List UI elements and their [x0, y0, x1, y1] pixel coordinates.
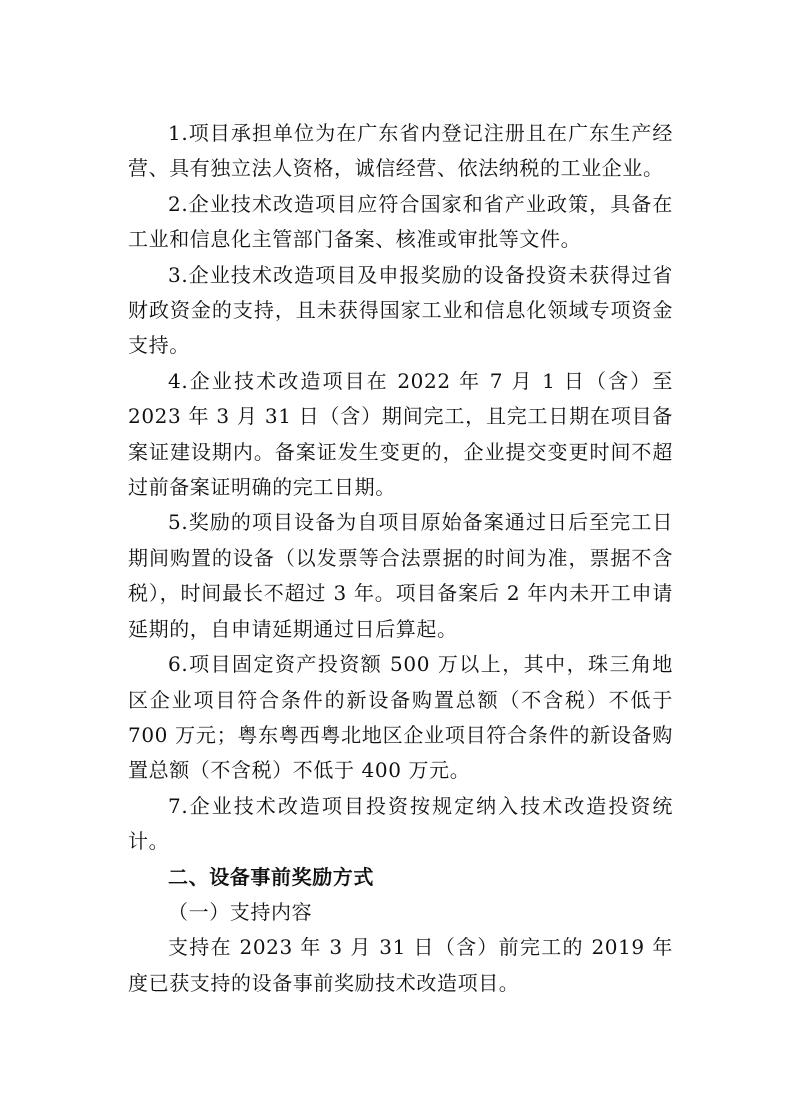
paragraph-condition-5: 5.奖励的项目设备为自项目原始备案通过日后至完工日期间购置的设备（以发票等合法票据的时间为准，票据不含税），时间最长不超过 3 年。项目备案后 2 年内未开工申请延期的，自申请延期通过日后算起。	[128, 510, 673, 641]
paragraph-support-content: 支持在 2023 年 3 月 31 日（含）前完工的 2019 年度已获支持的设备事前奖励技术改造项目。	[128, 935, 673, 995]
paragraph-condition-6: 6.项目固定资产投资额 500 万以上，其中，珠三角地区企业项目符合条件的新设备购置总额（不含税）不低于 700 万元；粤东粤西粤北地区企业项目符合条件的新设备购置总额（不含税）不低于 400 万元。	[128, 652, 673, 783]
document-body	[128, 116, 673, 1001]
paragraph-condition-4: 4.企业技术改造项目在 2022 年 7 月 1 日（含）至 2023 年 3 月 31 日（含）期间完工，且完工日期在项目备案证建设期内。备案证发生变更的，企业提交变更时间不超过前备案证明确的完工日期。	[128, 368, 673, 500]
paragraph-condition-1: 1.项目承担单位为在广东省内登记注册且在广东生产经营、具有独立法人资格，诚信经营、依法纳税的工业企业。	[128, 121, 673, 181]
paragraph-condition-7: 7.企业技术改造项目投资按规定纳入技术改造投资统计。	[128, 793, 673, 854]
subsection-heading: （一）支持内容	[168, 899, 313, 924]
paragraph-condition-3: 3.企业技术改造项目及申报奖励的设备投资未获得过省财政资金的支持，且未获得国家工业和信息化领域专项资金支持。	[128, 262, 673, 358]
section-heading: 二、设备事前奖励方式	[168, 864, 374, 889]
paragraph-condition-2: 2.企业技术改造项目应符合国家和省产业政策，具备在工业和信息化主管部门备案、核准或审批等文件。	[128, 191, 673, 252]
